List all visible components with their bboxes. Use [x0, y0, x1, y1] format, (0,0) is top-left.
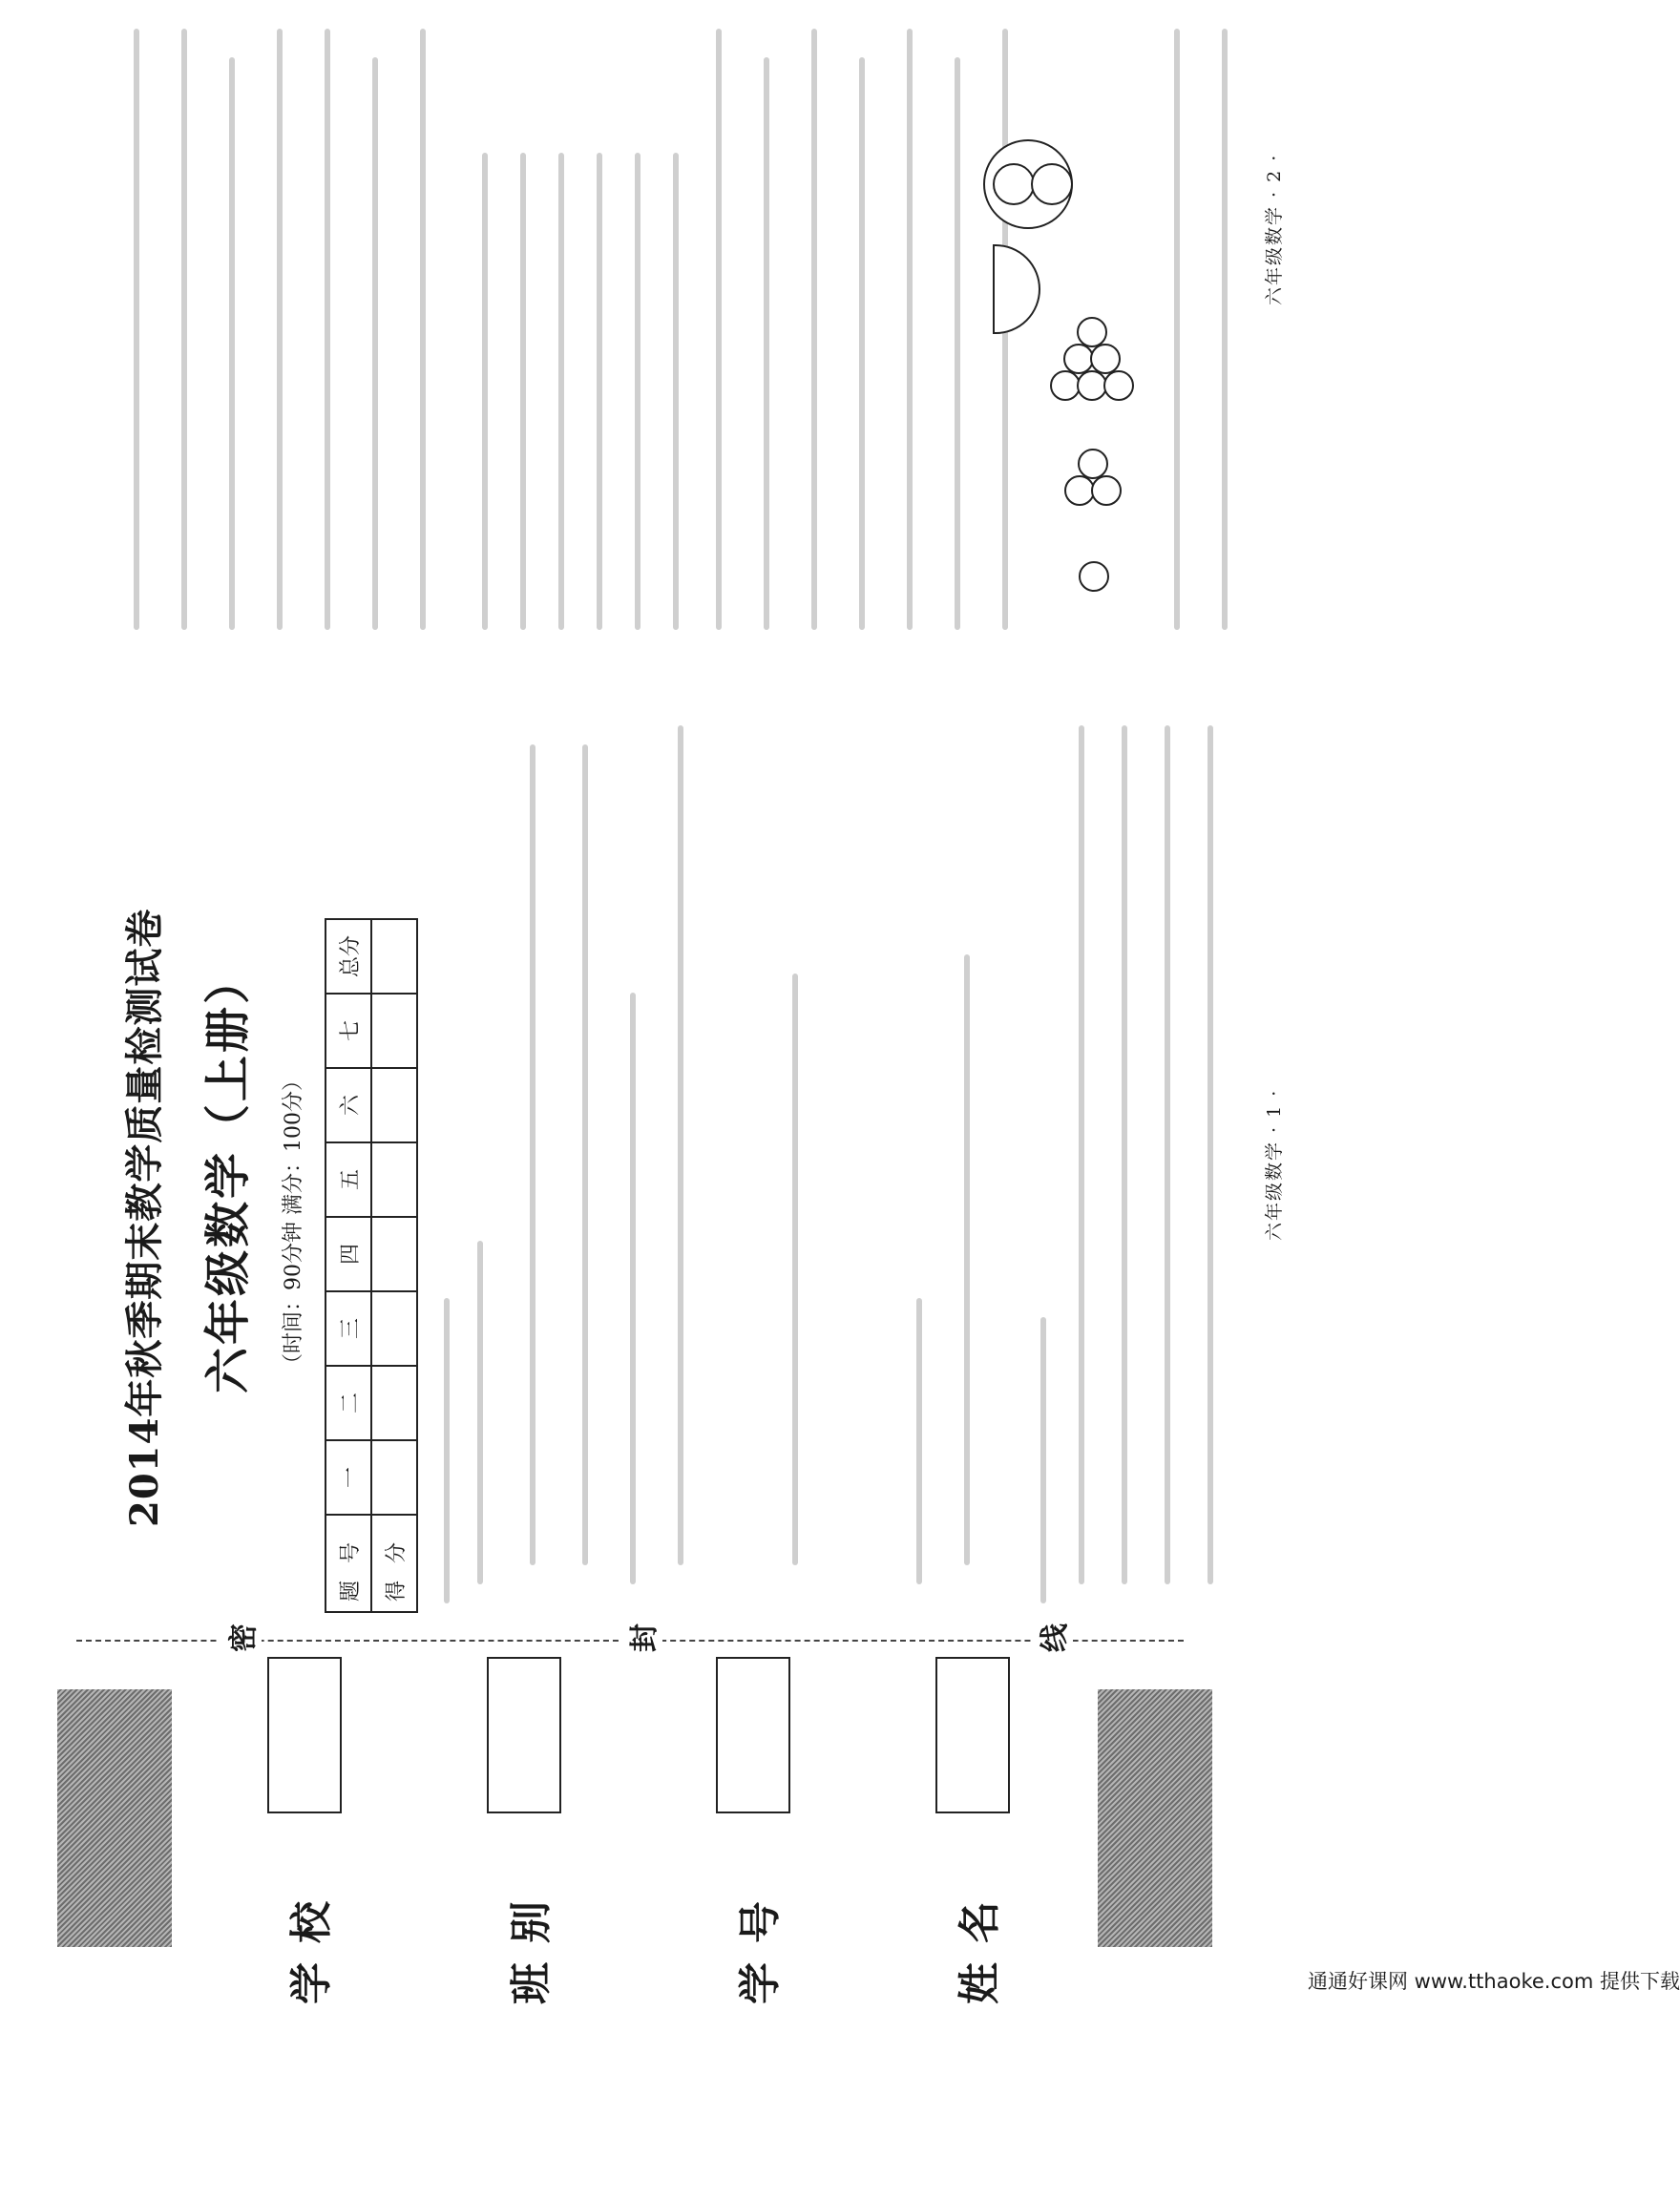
page1-text-line	[444, 1298, 450, 1603]
page1-text-line	[477, 1241, 483, 1584]
page2-text-line	[955, 57, 960, 630]
semicircle-shape	[993, 244, 1040, 334]
page2-text-line	[372, 57, 378, 630]
seal-char-xian: 线	[1031, 1620, 1073, 1656]
page2-text-line	[635, 153, 640, 630]
inner-circle-shape	[993, 163, 1035, 205]
page1-text-line	[678, 725, 683, 1565]
inner-circle-shape	[1031, 163, 1073, 205]
class-label: 班别	[507, 1882, 556, 2004]
score-col-4: 四	[326, 1217, 371, 1291]
page2-text-line	[482, 153, 488, 630]
page1-text-line	[1079, 725, 1084, 1584]
score-cell-5[interactable]	[371, 1142, 417, 1217]
page2-text-line	[134, 29, 139, 630]
page1-footer: 六年级数学 · 1 ·	[1264, 1088, 1285, 1241]
score-col-7: 七	[326, 994, 371, 1068]
page2-text-line	[716, 29, 722, 630]
page2-footer: 六年级数学 · 2 ·	[1264, 153, 1285, 305]
coin	[1077, 317, 1107, 347]
page2-text-line	[1174, 29, 1180, 630]
school-field[interactable]	[267, 1657, 342, 1813]
name-label: 姓名	[956, 1882, 1004, 2004]
exam-title: 2014年秋季期末教学质量检测试卷	[122, 908, 167, 1527]
page1-text-line	[916, 1298, 922, 1584]
seal-char-mi: 密	[220, 1620, 262, 1656]
download-credit: 通通好课网 www.tthaoke.com 提供下载	[1308, 1970, 1680, 1993]
score-cell-3[interactable]	[371, 1291, 417, 1366]
page2-text-line	[520, 153, 526, 630]
coin	[1079, 561, 1109, 592]
class-field[interactable]	[487, 1657, 561, 1813]
score-col-3: 三	[326, 1291, 371, 1366]
page2-text-line	[1222, 29, 1228, 630]
page1-text-line	[1040, 1317, 1046, 1603]
page2-text-line	[325, 29, 330, 630]
page1-text-line	[1122, 725, 1127, 1584]
page2-text-line	[181, 29, 187, 630]
score-cell-4[interactable]	[371, 1217, 417, 1291]
coin	[1103, 370, 1134, 401]
coin	[1090, 344, 1121, 374]
page1-text-line	[1165, 725, 1170, 1584]
seal-char-feng: 封	[620, 1620, 662, 1656]
page1-text-line	[582, 744, 588, 1565]
school-label: 学校	[287, 1882, 336, 2004]
score-cell-1[interactable]	[371, 1440, 417, 1515]
score-col-2: 二	[326, 1366, 371, 1440]
page2-text-line	[558, 153, 564, 630]
page1-text-line	[964, 954, 970, 1565]
page1-text-line	[630, 993, 636, 1584]
coin	[1078, 449, 1108, 479]
score-table	[325, 918, 418, 1613]
score-cell-6[interactable]	[371, 1068, 417, 1142]
hatched-block-bottom	[1098, 1689, 1212, 1947]
page1-text-line	[530, 744, 536, 1565]
exam-subtitle: 六年级数学（上册）	[201, 954, 255, 1393]
score-table-score-row	[371, 919, 417, 1612]
score-table-row2-label: 得分	[371, 1515, 417, 1612]
score-col-total: 总分	[326, 919, 371, 994]
page1-text-line	[1208, 725, 1213, 1584]
page2-text-line	[673, 153, 679, 630]
name-field[interactable]	[935, 1657, 1010, 1813]
student-number-field[interactable]	[716, 1657, 790, 1813]
page1-text-line	[792, 974, 798, 1565]
score-col-5: 五	[326, 1142, 371, 1217]
score-cell-7[interactable]	[371, 994, 417, 1068]
page2-text-line	[229, 57, 235, 630]
score-cell-2[interactable]	[371, 1366, 417, 1440]
score-col-1: 一	[326, 1440, 371, 1515]
page2-text-line	[597, 153, 602, 630]
coin	[1091, 475, 1122, 506]
hatched-block-top	[57, 1689, 172, 1947]
page2-text-line	[420, 29, 426, 630]
score-cell-total[interactable]	[371, 919, 417, 994]
exam-info: （时间：90分钟 满分：100分）	[282, 1070, 305, 1374]
page2-text-line	[764, 57, 769, 630]
page2-text-line	[277, 29, 283, 630]
score-table-row1-label: 题号	[326, 1515, 371, 1612]
score-col-6: 六	[326, 1068, 371, 1142]
page2-text-line	[859, 57, 865, 630]
page2-text-line	[811, 29, 817, 630]
student-number-label: 学号	[736, 1882, 785, 2004]
score-table-header-row	[326, 919, 371, 1612]
page2-text-line	[907, 29, 913, 630]
